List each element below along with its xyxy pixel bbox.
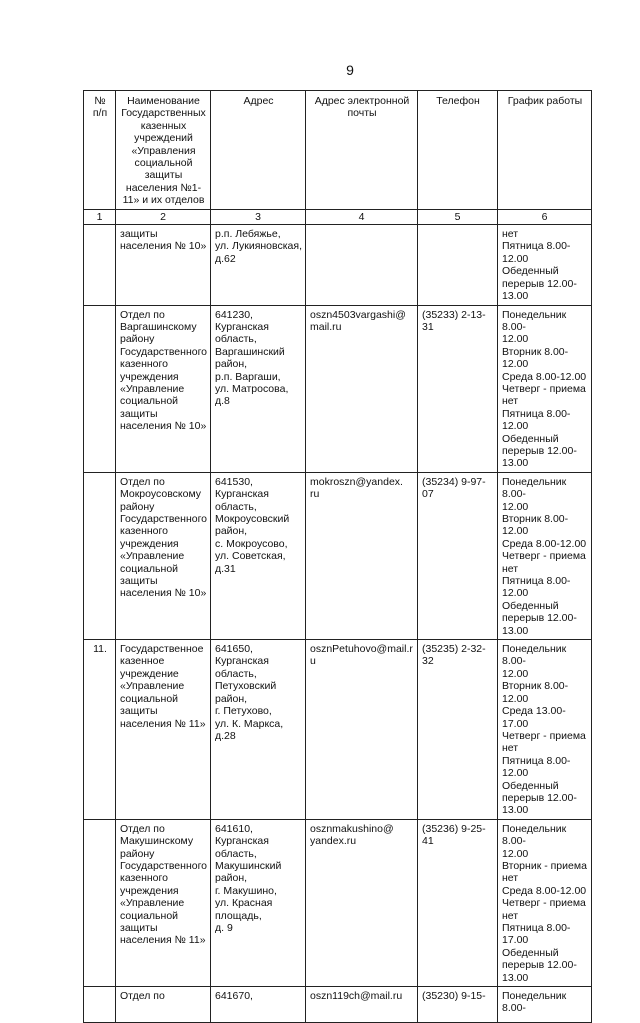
row-address: 641650, Курганская область, Петуховский район, г. Петухово, ул. К. Маркса, д.28 — [211, 640, 306, 820]
row-schedule: Понедельник 8.00- 12.00 Вторник 8.00-12.00 Среда 13.00-17.00 Четверг - приема нет Пятница 8.00-12.00 Обеденный перерыв 12.00- 13.00 — [498, 640, 592, 820]
header-num: № п/п — [84, 91, 116, 210]
row-name: Отдел по Макушинскому району Государственного казенного учреждения «Управление социальной защиты населения № 11» — [116, 819, 211, 986]
table-row — [84, 305, 592, 472]
row-num — [84, 819, 116, 986]
row-address: р.п. Лебяжье, ул. Лукияновская, д.62 — [211, 225, 306, 305]
table-row — [84, 987, 592, 1023]
header-name: Наименование Государственных казенных учреждений «Управления социальной защиты населения №1- 11» и их отделов — [116, 91, 211, 210]
column-number-row — [84, 209, 592, 224]
row-name: Отдел по — [116, 987, 211, 1023]
header-schedule: График работы — [498, 91, 592, 210]
row-schedule: Понедельник 8.00- 12.00 Вторник - приема нет Среда 8.00-12.00 Четверг - приема нет Пятница 8.00-17.00 Обеденный перерыв 12.00- 13.00 — [498, 819, 592, 986]
row-schedule: Понедельник 8.00- — [498, 987, 592, 1023]
table-row — [84, 640, 592, 820]
column-number: 4 — [306, 209, 418, 224]
row-name: Отдел по Варгашинскому району Государственного казенного учреждения «Управление социальной защиты населения № 10» — [116, 305, 211, 472]
row-address: 641230, Курганская область, Варгашинский район, р.п. Варгаши, ул. Матросова, д.8 — [211, 305, 306, 472]
row-name: Отдел по Мокроусовскому району Государственного казенного учреждения «Управление социальной защиты населения № 10» — [116, 472, 211, 639]
row-num — [84, 225, 116, 305]
row-name: защиты населения № 10» — [116, 225, 211, 305]
institutions-table — [83, 90, 592, 1023]
row-num — [84, 472, 116, 639]
header-email: Адрес электронной почты — [306, 91, 418, 210]
row-num: 11. — [84, 640, 116, 820]
header-address: Адрес — [211, 91, 306, 210]
row-address: 641530, Курганская область, Мокроусовский район, с. Мокроусово, ул. Советская, д.31 — [211, 472, 306, 639]
row-schedule: нет Пятница 8.00-12.00 Обеденный перерыв 12.00- 13.00 — [498, 225, 592, 305]
row-phone: (35234) 9-97- 07 — [418, 472, 498, 639]
column-number: 1 — [84, 209, 116, 224]
row-schedule: Понедельник 8.00- 12.00 Вторник 8.00-12.00 Среда 8.00-12.00 Четверг - приема нет Пятница 8.00-12.00 Обеденный перерыв 12.00- 13.00 — [498, 305, 592, 472]
page-number: 9 — [346, 62, 354, 78]
column-number: 5 — [418, 209, 498, 224]
row-email — [306, 225, 418, 305]
header-phone: Телефон — [418, 91, 498, 210]
column-number: 6 — [498, 209, 592, 224]
row-address: 641670, — [211, 987, 306, 1023]
row-name: Государственное казенное учреждение «Управление социальной защиты населения № 11» — [116, 640, 211, 820]
table-row — [84, 472, 592, 639]
row-email: osznmakushino@ yandex.ru — [306, 819, 418, 986]
column-number: 3 — [211, 209, 306, 224]
row-num — [84, 987, 116, 1023]
row-email: osznPetuhovo@mail.r u — [306, 640, 418, 820]
table-header-row — [84, 91, 592, 210]
table-row — [84, 819, 592, 986]
row-phone: (35230) 9-15- — [418, 987, 498, 1023]
row-email: mokroszn@yandex. ru — [306, 472, 418, 639]
row-phone: (35236) 9-25- 41 — [418, 819, 498, 986]
row-email: oszn119ch@mail.ru — [306, 987, 418, 1023]
row-address: 641610, Курганская область, Макушинский район, г. Макушино, ул. Красная площадь, д. 9 — [211, 819, 306, 986]
table-row — [84, 225, 592, 305]
row-phone — [418, 225, 498, 305]
row-schedule: Понедельник 8.00- 12.00 Вторник 8.00-12.00 Среда 8.00-12.00 Четверг - приема нет Пятница 8.00-12.00 Обеденный перерыв 12.00- 13.00 — [498, 472, 592, 639]
row-phone: (35233) 2-13- 31 — [418, 305, 498, 472]
row-email: oszn4503vargashi@ mail.ru — [306, 305, 418, 472]
row-num — [84, 305, 116, 472]
row-phone: (35235) 2-32- 32 — [418, 640, 498, 820]
column-number: 2 — [116, 209, 211, 224]
